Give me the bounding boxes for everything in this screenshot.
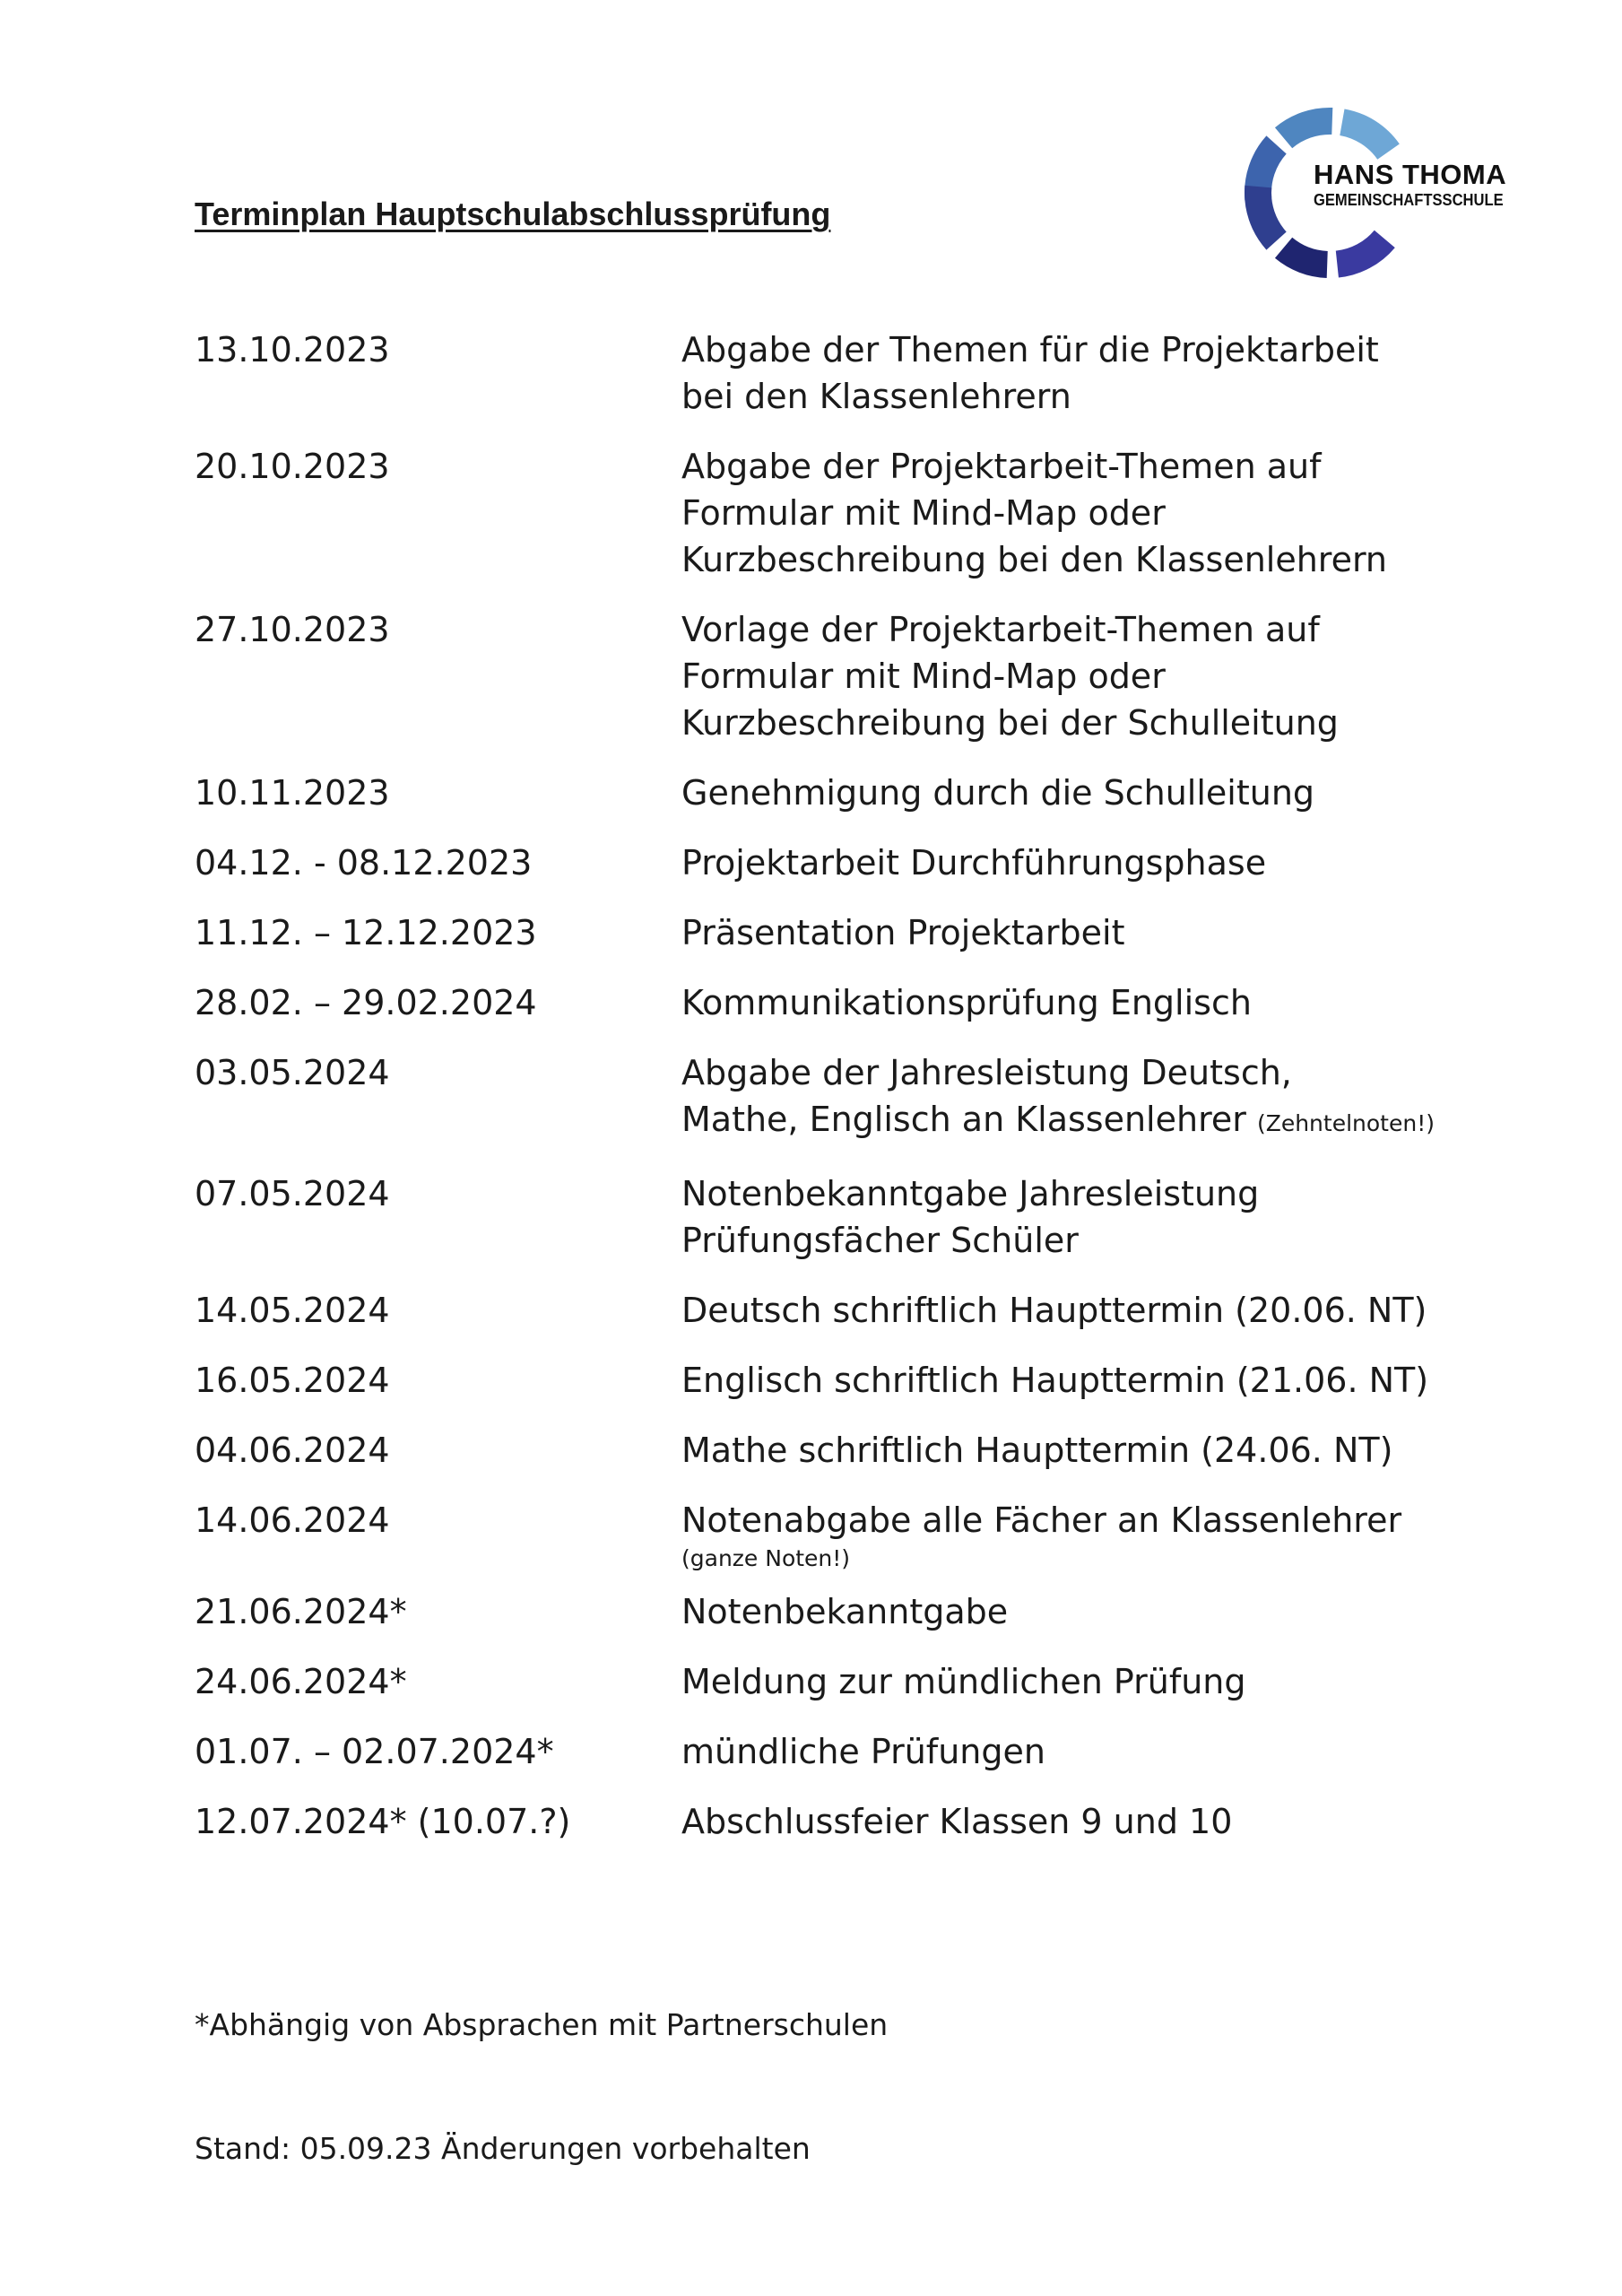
logo-ring-segment: [1258, 187, 1277, 241]
schedule-description: [681, 1357, 1486, 1404]
schedule-text: Notenbekanntgabe: [681, 1592, 1009, 1631]
schedule-date: 01.07. – 02.07.2024*: [195, 1732, 554, 1771]
schedule-description: [681, 979, 1486, 1026]
schedule-text: Projektarbeit Durchführungsphase: [681, 843, 1267, 883]
schedule-subnote: (ganze Noten!): [681, 1545, 851, 1571]
logo-ring-segment: [1284, 248, 1328, 265]
schedule-description: [681, 1798, 1486, 1845]
logo-ring-segment: [1337, 239, 1384, 264]
schedule-date: 04.06.2024: [195, 1431, 390, 1470]
schedule-description: [681, 909, 1486, 956]
schedule-description: [681, 1287, 1486, 1334]
schedule-description: [681, 1170, 1486, 1264]
schedule-description: [681, 443, 1486, 583]
schedule-row: [195, 770, 1486, 816]
schedule-description: [681, 1728, 1486, 1775]
schedule-text: Kommunikationsprüfung Englisch: [681, 983, 1252, 1022]
schedule-note: (Zehntelnoten!): [1256, 1110, 1435, 1136]
schedule-row: [195, 1497, 1486, 1574]
schedule-row: [195, 909, 1486, 956]
schedule-row: [195, 443, 1486, 583]
schedule-text: Englisch schriftlich Haupttermin (21.06. NT): [681, 1361, 1429, 1400]
logo-ring-segment: [1284, 121, 1332, 138]
schedule-row: [195, 1287, 1486, 1334]
schedule-text: Notenbekanntgabe Jahresleistung Prüfungsfächer Schüler: [681, 1174, 1260, 1260]
schedule-text: mündliche Prüfungen: [681, 1732, 1045, 1771]
schedule-date: 16.05.2024: [195, 1361, 390, 1400]
status-note: Stand: 05.09.23 Änderungen vorbehalten: [195, 2131, 811, 2166]
schedule-text: Deutsch schriftlich Haupttermin (20.06. NT): [681, 1291, 1427, 1330]
footnote: *Abhängig von Absprachen mit Partnerschulen: [195, 2007, 889, 2042]
logo-ring-segment: [1342, 122, 1389, 152]
schedule-text: Genehmigung durch die Schulleitung: [681, 773, 1315, 813]
schedule-row: [195, 1658, 1486, 1705]
schedule-date: 10.11.2023: [195, 773, 390, 813]
schedule-row: [195, 1049, 1486, 1147]
schedule-description: [681, 1588, 1486, 1635]
schedule-row: [195, 1798, 1486, 1845]
logo-subtitle: GEMEINSCHAFTSSCHULE: [1314, 191, 1504, 209]
schedule-row: [195, 1170, 1486, 1264]
schedule-description: [681, 606, 1486, 746]
schedule-date: 21.06.2024*: [195, 1592, 407, 1631]
schedule-text: Notenabgabe alle Fächer an Klassenlehrer: [681, 1500, 1402, 1540]
schedule-text: Abgabe der Themen für die Projektarbeit bei den Klassenlehrern: [681, 330, 1379, 416]
schedule-description: [681, 839, 1486, 886]
logo-name: HANS THOMA: [1314, 159, 1507, 190]
schedule-date: 28.02. – 29.02.2024: [195, 983, 537, 1022]
schedule-row: [195, 1728, 1486, 1775]
schedule-description: [681, 1427, 1486, 1474]
schedule-text: Mathe schriftlich Haupttermin (24.06. NT): [681, 1431, 1393, 1470]
schedule-date: 13.10.2023: [195, 330, 390, 370]
schedule-text: Meldung zur mündlichen Prüfung: [681, 1662, 1246, 1701]
schedule-description: [681, 326, 1486, 420]
schedule-date: 20.10.2023: [195, 447, 390, 486]
schedule-description: [681, 1497, 1486, 1574]
schedule-row: [195, 1427, 1486, 1474]
schedule-date: 11.12. – 12.12.2023: [195, 913, 537, 952]
school-logo: [1242, 103, 1547, 291]
schedule-date: 04.12. - 08.12.2023: [195, 843, 533, 883]
schedule-description: [681, 770, 1486, 816]
schedule-text: Abgabe der Projektarbeit-Themen auf Formular mit Mind-Map oder Kurzbeschreibung bei den Klassenlehrern: [681, 447, 1388, 579]
schedule-description: [681, 1658, 1486, 1705]
schedule-description: [681, 1049, 1486, 1147]
schedule-row: [195, 606, 1486, 746]
schedule-date: 27.10.2023: [195, 610, 390, 649]
schedule-text: Präsentation Projektarbeit: [681, 913, 1125, 952]
schedule-date: 24.06.2024*: [195, 1662, 407, 1701]
schedule-date: 03.05.2024: [195, 1053, 390, 1092]
document-title: Terminplan Hauptschulabschlussprüfung: [195, 196, 831, 232]
schedule-list: [195, 326, 1486, 1868]
schedule-date: 07.05.2024: [195, 1174, 390, 1213]
schedule-date: 14.06.2024: [195, 1500, 390, 1540]
schedule-text: Abgabe der Jahresleistung Deutsch, Mathe, Englisch an Klassenlehrer: [681, 1053, 1292, 1139]
schedule-text: Vorlage der Projektarbeit-Themen auf Formular mit Mind-Map oder Kurzbeschreibung bei der Schulleitung: [681, 610, 1339, 743]
schedule-row: [195, 1357, 1486, 1404]
schedule-row: [195, 1588, 1486, 1635]
schedule-date: 14.05.2024: [195, 1291, 390, 1330]
schedule-row: [195, 839, 1486, 886]
schedule-text: Abschlussfeier Klassen 9 und 10: [681, 1802, 1233, 1841]
schedule-date: 12.07.2024* (10.07.?): [195, 1802, 571, 1841]
schedule-row: [195, 979, 1486, 1026]
schedule-row: [195, 326, 1486, 420]
